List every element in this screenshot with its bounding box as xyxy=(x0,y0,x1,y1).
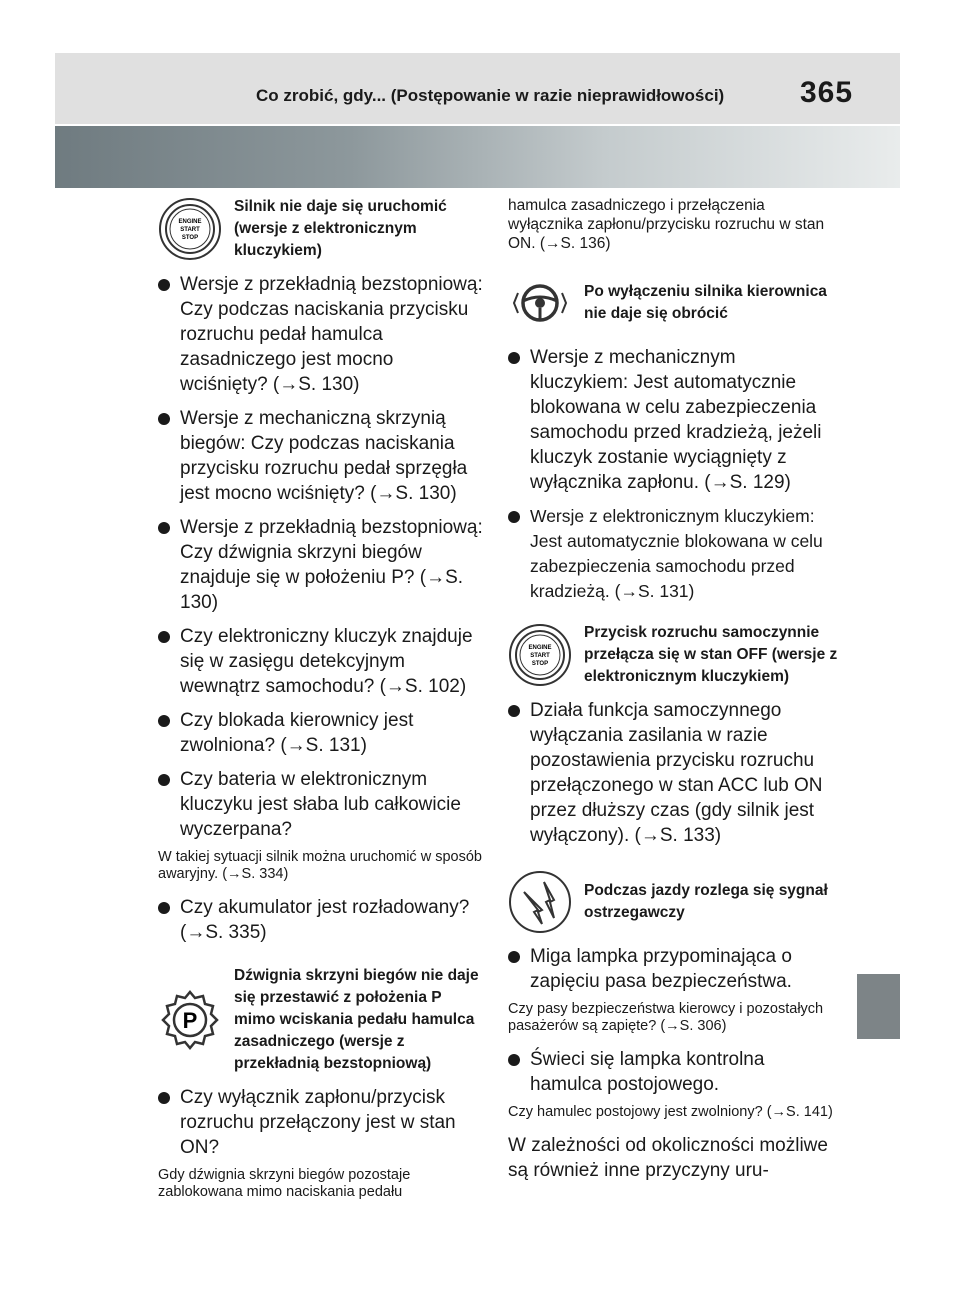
list-item xyxy=(508,944,838,994)
section-heading-text: Przycisk rozruchu samoczynnie przełącza się w stan OFF (wersje z elektronicznym kluczykiem) xyxy=(584,624,838,685)
list-item-text: Czy elektroniczny kluczyk znajduje się w zasięgu detekcyjnym wewnątrz samochodu? (→S. 102) xyxy=(180,626,473,697)
bullet-dot xyxy=(158,774,170,786)
engine-btn-line2: START xyxy=(530,653,550,659)
list-item xyxy=(508,345,838,495)
bullet-dot xyxy=(158,279,170,291)
section-heading xyxy=(158,965,483,1075)
bullet-dot xyxy=(508,1054,520,1066)
warning-sound-icon xyxy=(508,870,572,934)
list-item-text: Działa funkcja samoczynnego wyłączania zasilania w razie pozostawienia przycisku rozruchu przełączonego w stan ACC lub ON przez dłuższy czas (gdy silnik jest wyłączony). (→S. 133) xyxy=(530,700,823,846)
bullet-dot xyxy=(158,902,170,914)
page-number: 365 xyxy=(800,76,854,109)
list-item-text: Wersje z mechaniczną skrzynią biegów: Czy podczas naciskania przycisku rozruchu pedał sprzęgła jest mocno wciśnięty? (→S. 130) xyxy=(180,408,468,504)
list-item-text: Wersje z przekładnią bezstopniową: Czy dźwignia skrzyni biegów znajduje się w położeniu P? (→S. 130) xyxy=(180,517,483,613)
section-heading xyxy=(508,870,838,934)
left-column xyxy=(158,196,483,1213)
list-item-text: Czy wyłącznik zapłonu/przycisk rozruchu przełączony jest w stan ON? xyxy=(180,1087,456,1158)
section-heading-text: Silnik nie daje się uruchomić (wersje z elektronicznym kluczykiem) xyxy=(234,198,447,259)
section-heading-text: Po wyłączeniu silnika kierownica nie daje się obrócić xyxy=(584,283,827,322)
running-header-title: Co zrobić, gdy... (Postępowanie w razie nieprawidłowości) xyxy=(256,86,725,105)
body-paragraph: W zależności od okoliczności możliwe są również inne przyczyny uru- xyxy=(508,1135,828,1181)
chapter-gradient-band xyxy=(55,126,900,188)
list-item-text: Świeci się lampka kontrolna hamulca postojowego. xyxy=(530,1049,765,1095)
list-item-text: Czy bateria w elektronicznym kluczyku jest słaba lub całkowicie wyczerpana? xyxy=(180,769,461,840)
note-text: W takiej sytuacji silnik można uruchomić w sposób awaryjny. (→S. 334) xyxy=(158,849,482,882)
bullet-dot xyxy=(508,352,520,364)
list-item-text: Wersje z przekładnią bezstopniową: Czy podczas naciskania przycisku rozruchu pedał hamulca zasadniczego jest mocno wciśnięty? (→S. 130) xyxy=(180,274,483,395)
engine-start-stop-icon xyxy=(508,623,572,687)
list-item xyxy=(158,515,483,615)
engine-btn-line3: STOP xyxy=(531,661,549,667)
list-item xyxy=(508,1047,838,1097)
section-heading xyxy=(508,622,838,688)
list-item xyxy=(508,698,838,848)
p-gear-icon xyxy=(158,988,222,1052)
steering-wheel-icon xyxy=(508,271,572,335)
engine-btn-line1: ENGINE xyxy=(528,645,552,651)
list-item-text: Miga lampka przypominająca o zapięciu pasa bezpieczeństwa. xyxy=(530,946,792,992)
list-item xyxy=(158,624,483,699)
list-item-text: Wersje z mechanicznym kluczykiem: Jest automatycznie blokowana w celu zabezpieczenia samochodu przed kradzieżą, jeżeli kluczyk zostanie wyciągnięty z wyłącznika zapłonu. (→S. 129) xyxy=(530,347,822,493)
list-item xyxy=(158,1085,483,1160)
note-text: Gdy dźwignia skrzyni biegów pozostaje zablokowana mimo naciskania pedału xyxy=(158,1167,411,1200)
bullet-dot xyxy=(158,413,170,425)
list-item xyxy=(508,504,838,604)
list-item xyxy=(158,406,483,506)
list-item-text: Wersje z elektronicznym kluczykiem: Jest automatycznie blokowana w celu zabezpieczenia samochodu przed kradzieżą. (→S. 131) xyxy=(530,506,823,601)
list-item xyxy=(158,767,483,842)
note-text: Czy pasy bezpieczeństwa kierowcy i pozostałych pasażerów są zapięte? (→S. 306) xyxy=(508,1001,824,1034)
section-heading xyxy=(508,271,838,335)
engine-btn-line3: STOP xyxy=(181,235,199,241)
list-item xyxy=(158,272,483,397)
engine-btn-line2: START xyxy=(180,227,200,233)
note-text: Czy hamulec postojowy jest zwolniony? (→S. 141) xyxy=(508,1104,833,1120)
p-gear-letter: P xyxy=(182,1008,198,1033)
bullet-dot xyxy=(508,511,520,523)
section-heading-text: Dźwignia skrzyni biegów nie daje się przestawić z położenia P mimo wciskania pedału hamulca zasadniczego (wersje z przekładnią bezstopniową) xyxy=(234,967,479,1072)
bullet-dot xyxy=(158,715,170,727)
section-heading xyxy=(158,196,483,262)
right-column xyxy=(508,196,838,1183)
continued-text: hamulca zasadniczego i przełączenia wyłącznika zapłonu/przycisku rozruchu w stan ON. (→S. 136) xyxy=(508,197,825,252)
list-item xyxy=(158,895,483,945)
engine-btn-line1: ENGINE xyxy=(178,219,202,225)
chapter-side-tab xyxy=(857,974,900,1039)
bullet-dot xyxy=(158,1092,170,1104)
bullet-dot xyxy=(508,705,520,717)
list-item xyxy=(158,708,483,758)
list-item-text: Czy blokada kierownicy jest zwolniona? (→S. 131) xyxy=(180,710,414,756)
bullet-dot xyxy=(158,631,170,643)
bullet-dot xyxy=(508,951,520,963)
list-item-text: Czy akumulator jest rozładowany? (→S. 335) xyxy=(180,897,470,943)
section-heading-text: Podczas jazdy rozlega się sygnał ostrzegawczy xyxy=(584,882,828,921)
engine-start-stop-icon xyxy=(158,197,222,261)
bullet-dot xyxy=(158,522,170,534)
